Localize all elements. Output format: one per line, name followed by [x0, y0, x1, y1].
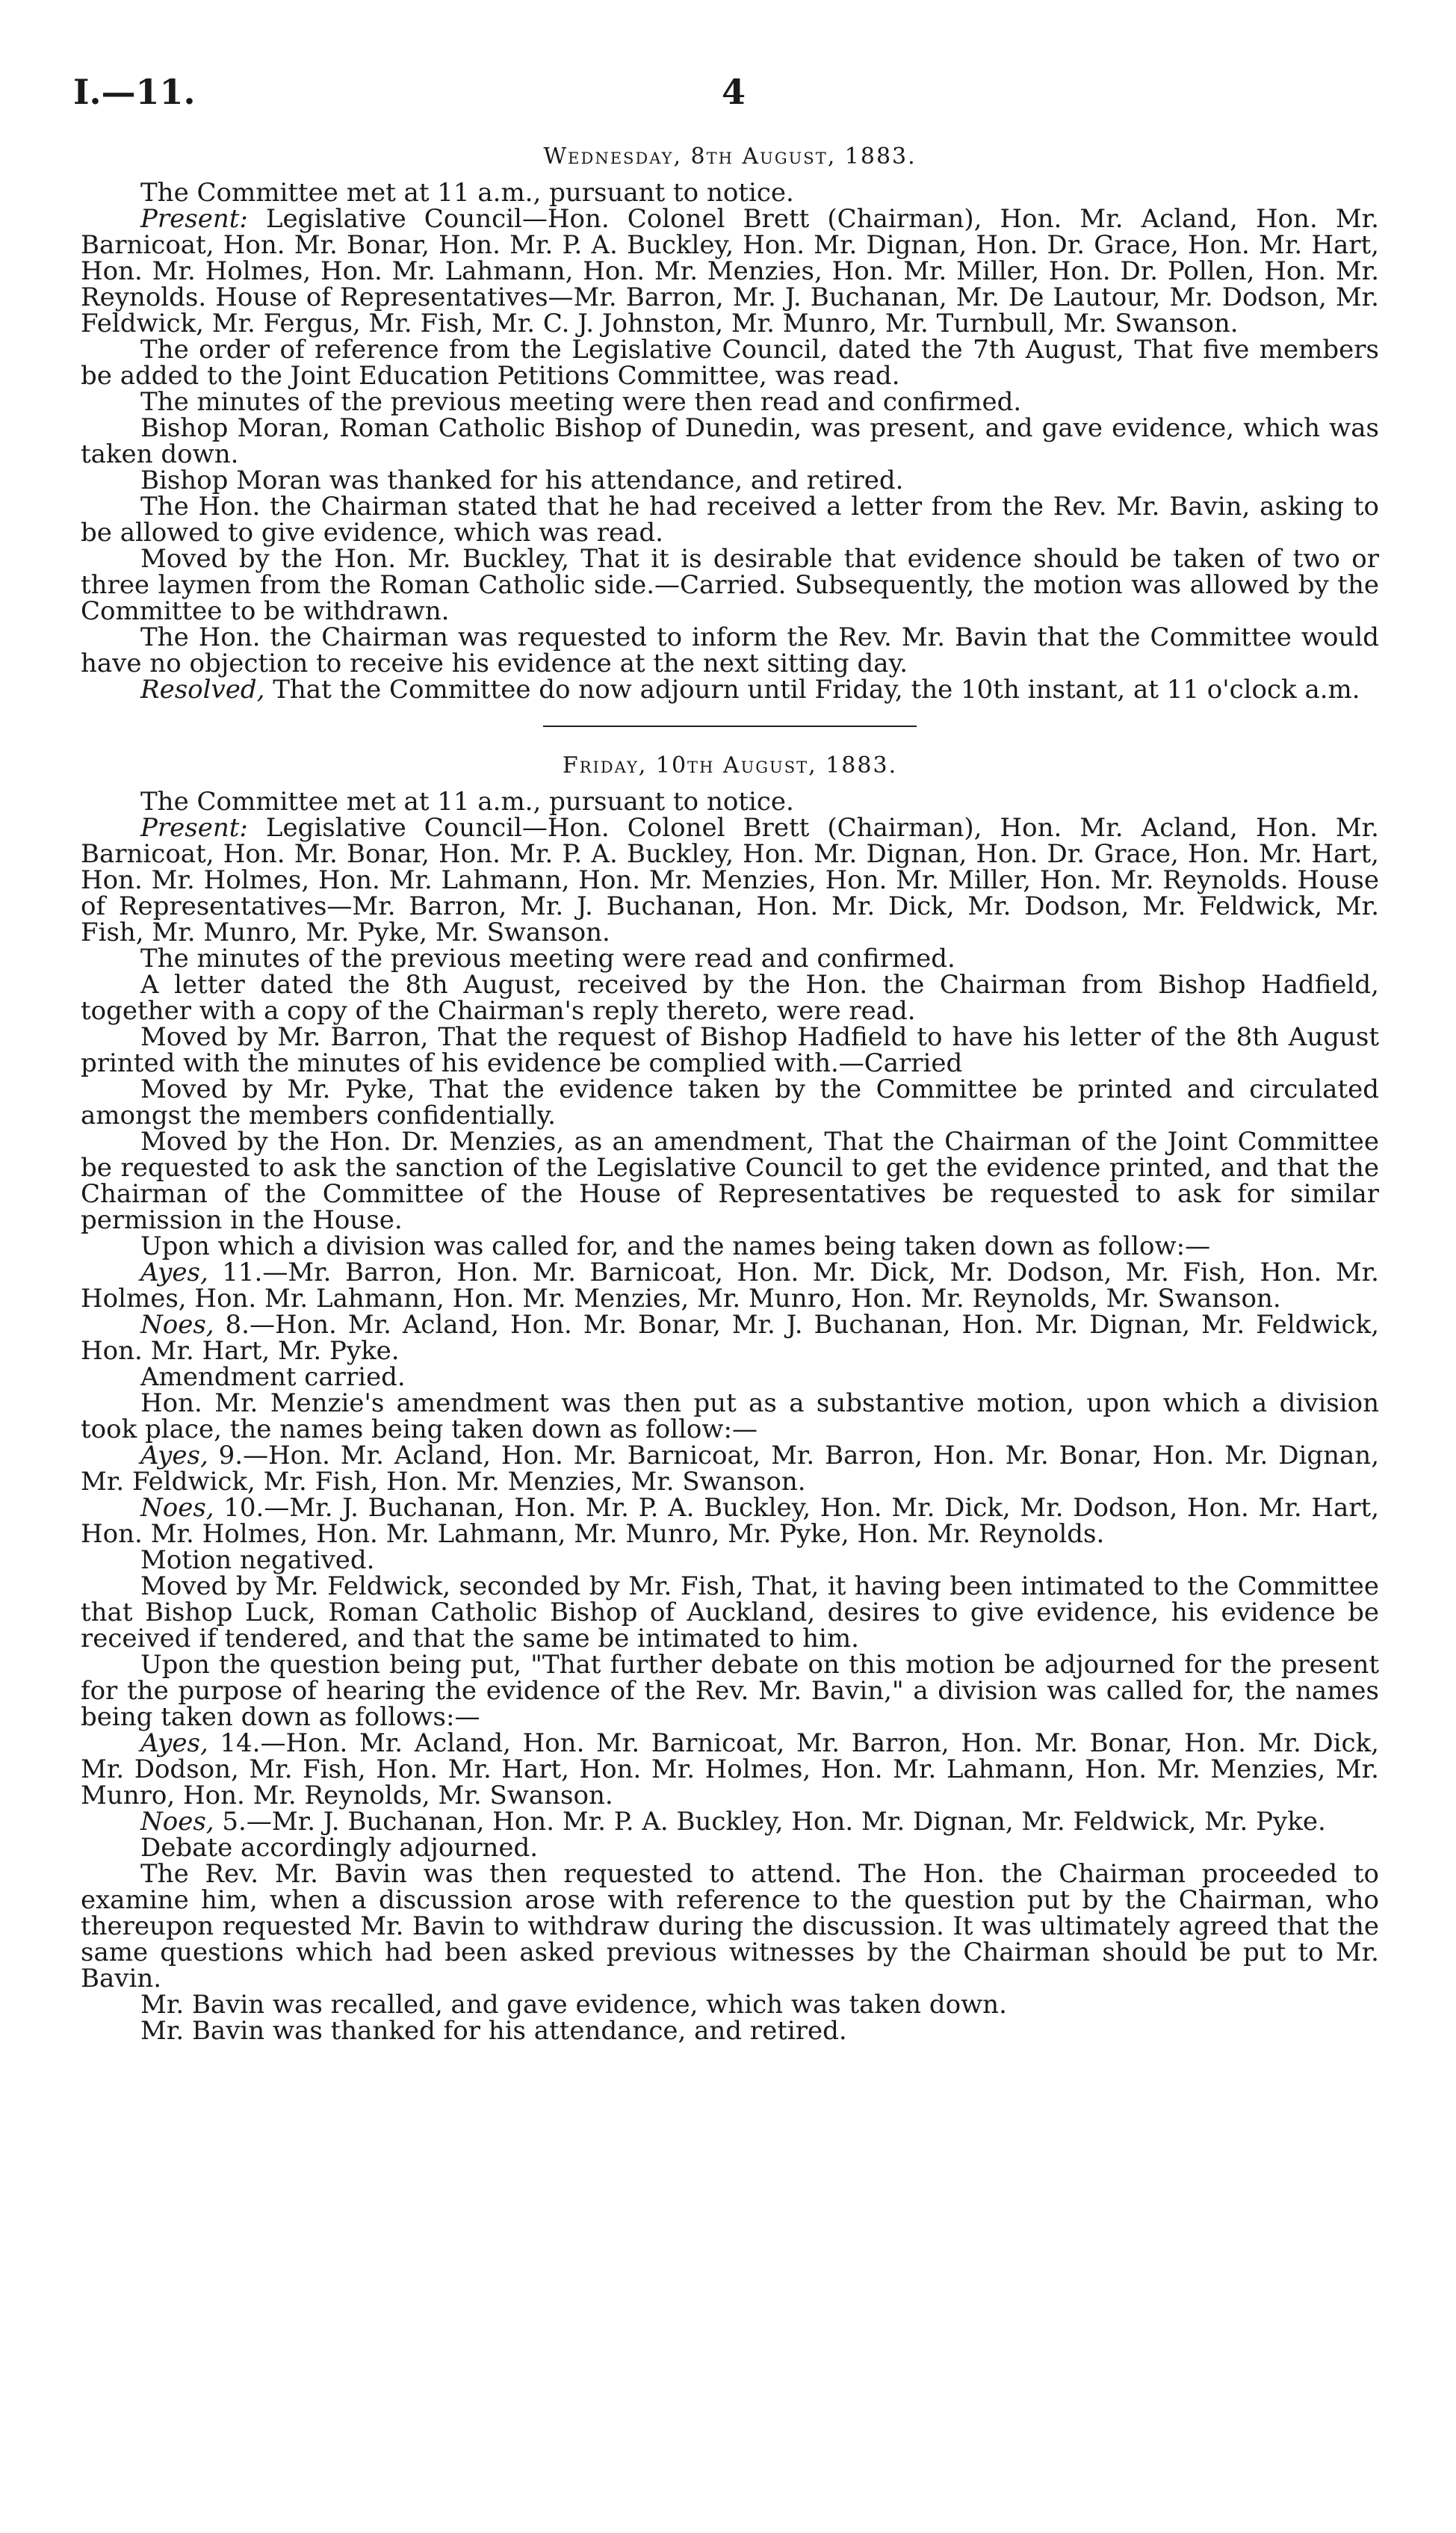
- paragraph-text: Motion negatived.: [140, 1545, 375, 1575]
- paragraph-text: Amendment carried.: [140, 1362, 406, 1392]
- minutes-paragraph: [81, 206, 1379, 337]
- section-divider: [543, 726, 917, 727]
- minutes-paragraph: [81, 1364, 1379, 1391]
- meeting-section: [81, 143, 1379, 703]
- minutes-paragraph: [81, 468, 1379, 494]
- paragraph-text: Moved by Mr. Barron, That the request of Bishop Hadfield to have his letter of the 8th August printed with the minutes of his evidence be complied with.—Carried: [81, 1022, 1379, 1078]
- page-number: 4: [722, 72, 746, 112]
- minutes-paragraph: [81, 677, 1379, 703]
- minutes-paragraph: [81, 1074, 1379, 1131]
- paragraph-text: The Committee met at 11 a.m., pursuant to notice.: [140, 178, 794, 208]
- meeting-date-heading: Friday, 10th August, 1883.: [562, 752, 898, 779]
- paragraph-text: Mr. Bavin was thanked for his attendance, and retired.: [140, 2016, 847, 2046]
- paragraph-lead: Present:: [140, 813, 248, 843]
- paragraph-text: Bishop Moran was thanked for his attendance, and retired.: [140, 466, 904, 495]
- minutes-paragraph: [81, 337, 1379, 389]
- paragraph-lead: Noes,: [140, 1493, 214, 1523]
- paragraph-text: Legislative Council—Hon. Colonel Brett (Chairman), Hon. Mr. Acland, Hon. Mr. Barnicoat, Hon. Mr. Bonar, Hon. Mr. P. A. Buckley, Hon. Mr. Dignan, Hon. Dr. Grace, Hon. Mr. Hart, Hon. Mr. Holmes, Hon. Mr. Lahmann, Hon. Mr. Menzies, Hon. Mr. Miller, Hon. Mr. Reynolds. House of Representatives—Mr. Barron, Mr. J. Buchanan, Hon. Mr. Dick, Mr. Dodson, Mr. Feldwick, Mr. Fish, Mr. Munro, Mr. Pyke, Mr. Swanson.: [81, 813, 1379, 947]
- paragraph-lead: Present:: [140, 204, 248, 234]
- paragraph-lead: Ayes,: [140, 1728, 208, 1758]
- minutes-paragraph: [81, 389, 1379, 415]
- paragraph-text: Debate accordingly adjourned.: [140, 1833, 539, 1863]
- minutes-paragraph: [81, 789, 1379, 815]
- paragraph-text: Upon which a division was called for, and the names being taken down as follow:—: [140, 1231, 1211, 1261]
- minutes-paragraph: [81, 946, 1379, 972]
- minutes-paragraph: [81, 815, 1379, 946]
- minutes-paragraph: [81, 1835, 1379, 1861]
- minutes-paragraph: [81, 1388, 1379, 1444]
- minutes-paragraph: [81, 972, 1379, 1024]
- paragraph-lead: Ayes,: [140, 1441, 208, 1470]
- paragraph-text: Upon the question being put, "That further debate on this motion be adjourned for the present for the purpose of hearing the evidence of the Rev. Mr. Bavin," a division was called for, the names being taken down as follows:—: [81, 1650, 1379, 1732]
- minutes-paragraph: [81, 546, 1379, 625]
- paragraph-text: The order of reference from the Legislative Council, dated the 7th August, That five members be added to the Joint Education Petitions Committee, was read.: [81, 335, 1379, 391]
- paragraph-text: The Hon. the Chairman stated that he had received a letter from the Rev. Mr. Bavin, asking to be allowed to give evidence, which was read.: [81, 492, 1379, 548]
- paragraph-text: 9.—Hon. Mr. Acland, Hon. Mr. Barnicoat, Mr. Barron, Hon. Mr. Bonar, Hon. Mr. Dignan, Mr. Feldwick, Mr. Fish, Hon. Mr. Menzies, Mr. Swanson.: [81, 1441, 1379, 1497]
- paragraph-text: 10.—Mr. J. Buchanan, Hon. Mr. P. A. Buckley, Hon. Mr. Dick, Mr. Dodson, Hon. Mr. Hart, Hon. Mr. Holmes, Hon. Mr. Lahmann, Mr. Munro, Mr. Pyke, Hon. Mr. Reynolds.: [81, 1493, 1379, 1549]
- document-reference: I.—11.: [73, 72, 196, 112]
- paragraph-text: That the Committee do now adjourn until Friday, the 10th instant, at 11 o'clock a.m.: [264, 675, 1360, 705]
- paragraph-lead: Noes,: [140, 1807, 214, 1837]
- paragraph-text: Bishop Moran, Roman Catholic Bishop of Dunedin, was present, and gave evidence, which was taken down.: [81, 413, 1379, 469]
- minutes-paragraph: [81, 1024, 1379, 1077]
- paragraph-text: 5.—Mr. J. Buchanan, Hon. Mr. P. A. Buckley, Hon. Mr. Dignan, Mr. Feldwick, Mr. Pyke.: [214, 1807, 1326, 1837]
- paragraph-text: Moved by Mr. Pyke, That the evidence taken by the Committee be printed and circulated amongst the members confidentially.: [81, 1074, 1379, 1131]
- minutes-paragraph: [81, 1809, 1379, 1835]
- minutes-paragraph: [81, 1547, 1379, 1574]
- meeting-section: [81, 752, 1379, 2044]
- paragraph-text: Moved by the Hon. Mr. Buckley, That it is desirable that evidence should be taken of two or three laymen from the Roman Catholic side.—Carried. Subsequently, the motion was allowed by the Committee to be withdrawn.: [81, 544, 1379, 626]
- paragraph-text: Legislative Council—Hon. Colonel Brett (Chairman), Hon. Mr. Acland, Hon. Mr. Barnicoat, Hon. Mr. Bonar, Hon. Mr. P. A. Buckley, Hon. Mr. Dignan, Hon. Dr. Grace, Hon. Mr. Hart, Hon. Mr. Holmes, Hon. Mr. Lahmann, Hon. Mr. Menzies, Hon. Mr. Miller, Hon. Dr. Pollen, Hon. Mr. Reynolds. House of Representatives—Mr. Barron, Mr. J. Buchanan, Mr. De Lautour, Mr. Dodson, Mr. Feldwick, Mr. Fergus, Mr. Fish, Mr. C. J. Johnston, Mr. Munro, Mr. Turnbull, Mr. Swanson.: [81, 204, 1379, 338]
- minutes-paragraph: [81, 1571, 1379, 1654]
- paragraph-text: 14.—Hon. Mr. Acland, Hon. Mr. Barnicoat, Mr. Barron, Hon. Mr. Bonar, Hon. Mr. Dick, Mr. Dodson, Mr. Fish, Hon. Mr. Hart, Hon. Mr. Holmes, Hon. Mr. Lahmann, Hon. Mr. Menzies, Mr. Munro, Hon. Mr. Reynolds, Mr. Swanson.: [81, 1728, 1379, 1810]
- minutes-paragraph: [81, 1312, 1379, 1364]
- paragraph-text: The Committee met at 11 a.m., pursuant to notice.: [140, 787, 794, 817]
- paragraph-text: Mr. Bavin was recalled, and gave evidence, which was taken down.: [140, 1990, 1007, 2020]
- minutes-paragraph: [81, 1129, 1379, 1234]
- meeting-date-heading: Wednesday, 8th August, 1883.: [543, 143, 917, 170]
- minutes-paragraph: [81, 1728, 1379, 1810]
- minutes-body: [81, 143, 1379, 2044]
- paragraph-text: The Hon. the Chairman was requested to inform the Rev. Mr. Bavin that the Committee would have no objection to receive his evidence at the next sitting day.: [81, 622, 1379, 678]
- paragraph-text: The minutes of the previous meeting were then read and confirmed.: [140, 387, 1022, 417]
- minutes-paragraph: [81, 622, 1379, 678]
- minutes-paragraph: [81, 2018, 1379, 2044]
- document-page: [73, 72, 1379, 2046]
- minutes-paragraph: [81, 1495, 1379, 1547]
- minutes-paragraph: [81, 415, 1379, 468]
- minutes-paragraph: [81, 1861, 1379, 1992]
- minutes-paragraph: [81, 1443, 1379, 1495]
- minutes-paragraph: [81, 494, 1379, 546]
- paragraph-lead: Resolved,: [140, 675, 265, 705]
- page-header: [73, 72, 1379, 132]
- paragraph-text: Moved by the Hon. Dr. Menzies, as an amendment, That the Chairman of the Joint Committee be requested to ask the sanction of the Legislative Council to get the evidence printed, and that the Chairman of the Committee of the House of Representatives be requested to ask for similar permission in the House.: [81, 1127, 1379, 1235]
- paragraph-text: Hon. Mr. Menzie's amendment was then put as a substantive motion, upon which a division took place, the names being taken down as follow:—: [81, 1388, 1379, 1444]
- minutes-paragraph: [81, 1260, 1379, 1312]
- paragraph-text: 8.—Hon. Mr. Acland, Hon. Mr. Bonar, Mr. J. Buchanan, Hon. Mr. Dignan, Mr. Feldwick, Hon. Mr. Hart, Mr. Pyke.: [81, 1310, 1379, 1366]
- paragraph-text: A letter dated the 8th August, received by the Hon. the Chairman from Bishop Hadfield, together with a copy of the Chairman's reply thereto, were read.: [81, 970, 1379, 1026]
- minutes-paragraph: [81, 1652, 1379, 1731]
- paragraph-text: Moved by Mr. Feldwick, seconded by Mr. Fish, That, it having been intimated to the Committee that Bishop Luck, Roman Catholic Bishop of Auckland, desires to give evidence, his evidence be received if tendered, and that the same be intimated to him.: [81, 1571, 1379, 1654]
- paragraph-text: 11.—Mr. Barron, Hon. Mr. Barnicoat, Hon. Mr. Dick, Mr. Dodson, Mr. Fish, Hon. Mr. Holmes, Hon. Mr. Lahmann, Hon. Mr. Menzies, Mr. Munro, Hon. Mr. Reynolds, Mr. Swanson.: [81, 1258, 1379, 1314]
- paragraph-text: The Rev. Mr. Bavin was then requested to attend. The Hon. the Chairman proceeded to examine him, when a discussion arose with reference to the question put by the Chairman, who thereupon requested Mr. Bavin to withdraw during the discussion. It was ultimately agreed that the same questions which had been asked previous witnesses by the Chairman should be put to Mr. Bavin.: [81, 1859, 1379, 1994]
- paragraph-lead: Noes,: [140, 1310, 214, 1340]
- minutes-paragraph: [81, 1992, 1379, 2018]
- paragraph-text: The minutes of the previous meeting were read and confirmed.: [140, 944, 955, 974]
- paragraph-lead: Ayes,: [140, 1258, 208, 1287]
- minutes-paragraph: [81, 1231, 1379, 1261]
- minutes-paragraph: [81, 180, 1379, 206]
